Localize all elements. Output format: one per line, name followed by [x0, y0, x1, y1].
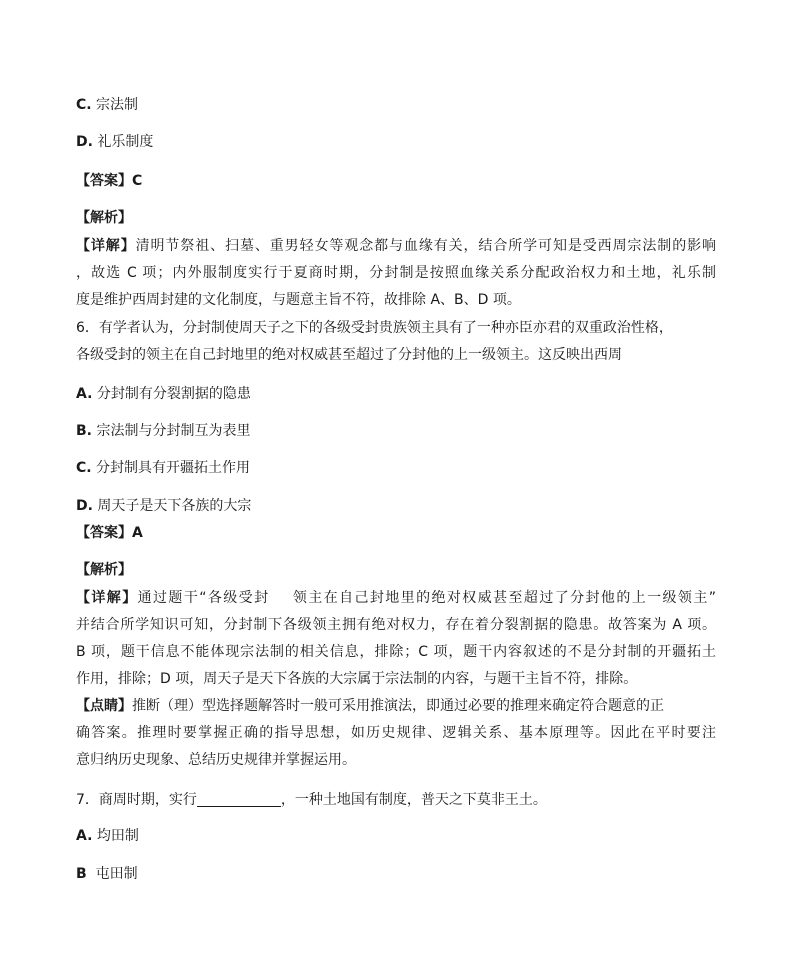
option-text: 宗法制	[96, 97, 139, 113]
q6-answer	[76, 523, 143, 543]
q5-analysis-heading	[76, 208, 132, 228]
q6-stem-line-1	[76, 318, 673, 338]
analysis-label: 【解析】	[76, 210, 132, 226]
option-letter: A.	[76, 828, 93, 844]
option-text: 宗法制与分封制互为表里	[96, 423, 251, 439]
q6-analysis-heading	[76, 560, 132, 580]
q5-detail-line-3	[76, 290, 521, 310]
q6-detail-line-1	[76, 588, 716, 608]
q7-option-b	[76, 864, 138, 884]
q5-option-c	[76, 95, 138, 115]
option-letter: B	[76, 866, 87, 882]
detail-text: 作用，排除；D 项，周天子是天下各族的大宗属于宗法制的内容，与题干主旨不符，排除。	[76, 671, 638, 687]
answer-label: 【答案】	[76, 525, 132, 541]
detail-text: 清明节祭祖、扫墓、重男轻女等观念都与血缘有关，结合所学可知是受西周宗法制的影响	[135, 238, 717, 254]
stem-suffix: ，一种土地国有制度，普天之下莫非王土。	[280, 792, 547, 808]
answer-blank	[197, 791, 281, 807]
tip-label: 【点睛】	[76, 698, 132, 714]
q6-tip-line-1	[76, 696, 664, 716]
detail-text: 通过题干“各级受封 领主在自己封地里的绝对权威甚至超过了分封他的上一级领主”	[137, 590, 716, 606]
detail-text: ，故选 C 项；内外服制度实行于夏商时期，分封制是按照血缘关系分配政治权力和土地，礼乐制	[76, 265, 716, 281]
q5-answer	[76, 171, 142, 191]
q6-tip-line-2	[76, 723, 716, 743]
answer-value: A	[132, 525, 143, 541]
answer-label: 【答案】	[76, 173, 132, 189]
q7-stem	[76, 790, 547, 810]
detail-label: 【详解】	[76, 238, 136, 254]
option-text: 屯田制	[95, 866, 138, 882]
stem-text: 各级受封的领主在自己封地里的绝对权威甚至超过了分封他的上一级领主。这反映出西周	[76, 347, 622, 363]
q7-option-a	[76, 826, 139, 846]
option-letter: C.	[76, 97, 92, 113]
analysis-label: 【解析】	[76, 562, 132, 578]
q5-detail-line-1	[76, 236, 716, 256]
q6-option-c	[76, 458, 250, 478]
tip-text: 推断（理）型选择题解答时一般可采用推演法，即通过必要的推理来确定符合题意的正	[132, 698, 664, 714]
option-text: 周天子是天下各族的大宗	[97, 498, 252, 514]
q5-detail-line-2	[76, 263, 716, 283]
q6-detail-line-4	[76, 669, 637, 689]
tip-text: 意归纳历史现象、总结历史规律并掌握运用。	[76, 752, 356, 768]
detail-label: 【详解】	[76, 590, 138, 606]
q6-tip-line-3	[76, 750, 356, 770]
q6-detail-line-3	[76, 642, 716, 662]
option-letter: D.	[76, 498, 93, 514]
q6-stem-line-2	[76, 345, 622, 365]
option-letter: C.	[76, 460, 92, 476]
stem-prefix: 7．商周时期，实行	[76, 792, 197, 808]
q5-option-d	[76, 132, 153, 152]
q6-option-b	[76, 421, 250, 441]
tip-text: 确答案。推理时要掌握正确的指导思想，如历史规律、逻辑关系、基本原理等。因此在平时要注	[76, 725, 716, 741]
option-letter: D.	[76, 134, 93, 150]
detail-text: 度是维护西周封建的文化制度，与题意主旨不符，故排除 A、B、D 项。	[76, 292, 521, 308]
option-text: 礼乐制度	[97, 134, 154, 150]
detail-text: 并结合所学知识可知，分封制下各级领主拥有绝对权力，存在着分裂割据的隐患。故答案为 A 项。	[76, 617, 716, 633]
option-letter: A.	[76, 386, 93, 402]
answer-value: C	[132, 173, 143, 189]
q6-option-a	[76, 384, 251, 404]
stem-text: 6．有学者认为，分封制使周天子之下的各级受封贵族领主具有了一种亦臣亦君的双重政治性格，	[76, 320, 673, 336]
option-text: 分封制有分裂割据的隐患	[96, 386, 251, 402]
q6-detail-line-2	[76, 615, 716, 635]
option-text: 分封制具有开疆拓土作用	[96, 460, 251, 476]
detail-text: B 项，题干信息不能体现宗法制的相关信息，排除；C 项，题干内容叙述的不是分封制的开疆拓土	[76, 644, 716, 660]
q6-option-d	[76, 496, 251, 516]
option-text: 均田制	[96, 828, 139, 844]
option-letter: B.	[76, 423, 92, 439]
